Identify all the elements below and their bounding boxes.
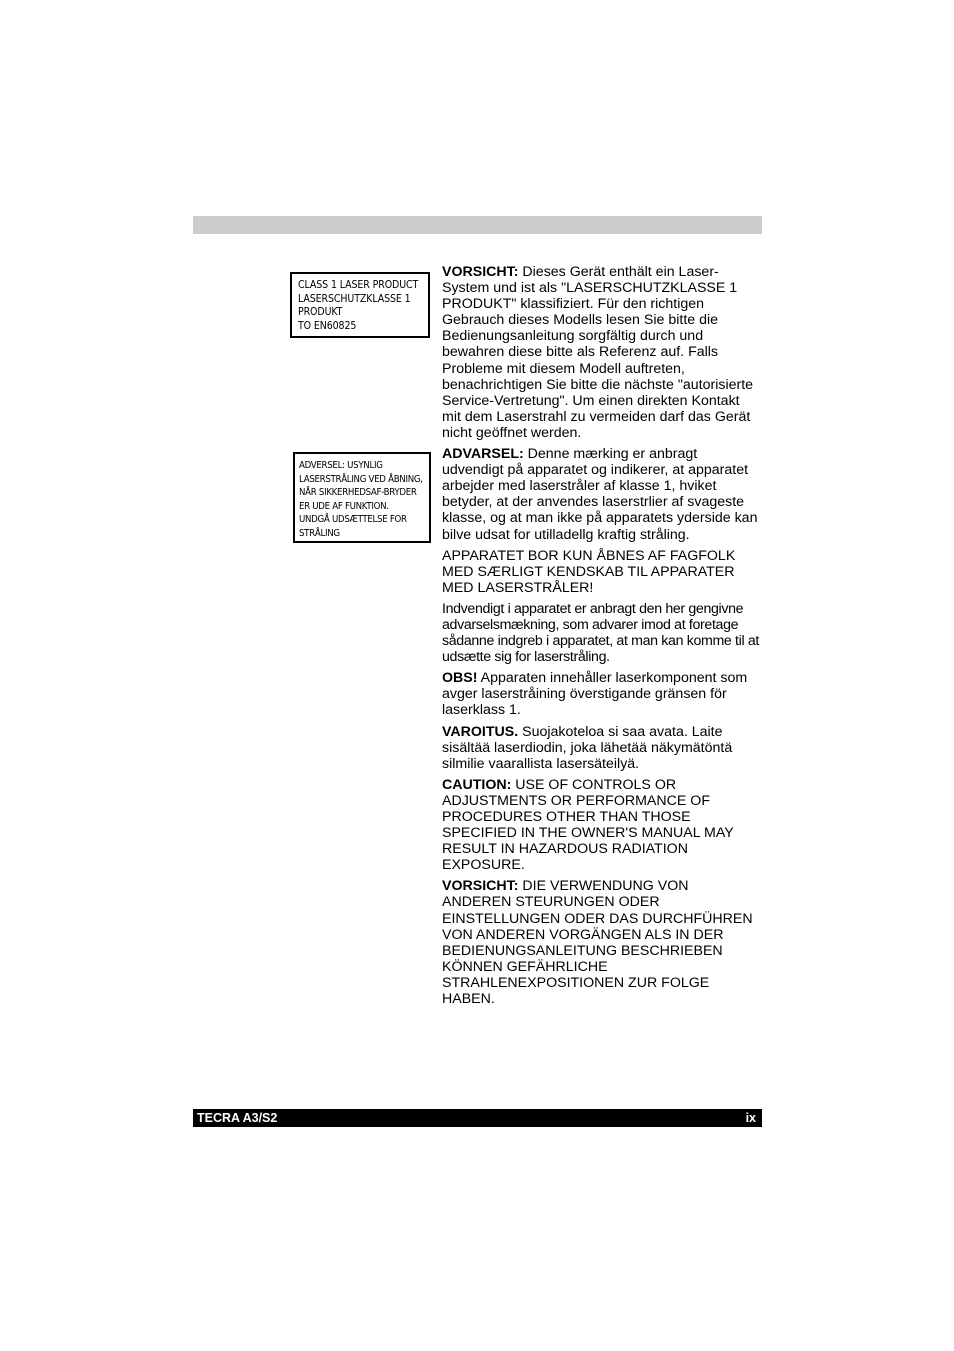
paragraph-vorsicht-laser <box>442 264 760 441</box>
paragraph-lead: OBS! <box>442 670 478 687</box>
paragraph-lead: VORSICHT: <box>442 878 519 895</box>
paragraph-advarsel <box>442 446 760 543</box>
paragraph-text: USE OF CONTROLS OR ADJUSTMENTS OR PERFORMANCE OF PROCEDURES OTHER THAN THOSE SPECIFIED IN THE OWNER'S MANUAL MAY RESULT IN HAZARDOUS RADIATION EXPOSURE. <box>442 776 734 874</box>
danish-warning-label <box>293 452 431 543</box>
paragraph-vorsicht-controls <box>442 878 760 1007</box>
paragraph-indvendigt <box>442 601 760 665</box>
label-line: TO EN60825 <box>298 319 357 332</box>
paragraph-caution <box>442 777 760 874</box>
label-line: LASERSCHUTZKLASSE 1 <box>298 292 411 305</box>
paragraph-lead: ADVARSEL: <box>442 446 524 463</box>
label-line: CLASS 1 LASER PRODUCT <box>298 279 419 291</box>
footer-model-name: TECRA A3/S2 <box>197 1111 278 1125</box>
paragraph-apparatet <box>442 548 760 596</box>
footer-bar <box>193 1109 762 1127</box>
paragraph-text: Dieses Gerät enthält ein Laser-System und ist als "LASERSCHUTZKLASSE 1 PRODUKT" klassifiziert. Für den richtigen Gebrauch dieses Modells lesen Sie bitte die Bedienungsanleitung sorgfältig durch und bewahren diese bitte als Referenz auf. Falls Probleme mit diesem Modell auftreten, benachrichtigen Sie bitte die nächste "autorisierte Service-Vertretung". Um einen direkten Kontakt mit dem Laserstrahl zu vermeiden darf das Gerät nicht geöffnet werden. <box>442 264 754 441</box>
paragraph-lead: VORSICHT: <box>442 264 519 280</box>
footer-page-number: ix <box>745 1111 756 1125</box>
paragraph-lead: CAUTION: <box>442 776 512 793</box>
label-line: LASERSTRÅLING VED ÅBNING, <box>299 473 423 485</box>
paragraph-lead: VAROITUS. <box>442 723 519 740</box>
paragraph-text: Indvendigt i apparatet er anbragt den her gengivne advarselsmækning, som advarer imod at foretage sådanne indgreb i apparatet, at man kan komme til at udsætte sig for laserstråling. <box>442 600 759 666</box>
label-line: UNDGÅ UDSÆTTELSE FOR <box>299 514 407 525</box>
paragraph-text: Denne mærking er anbragt udvendigt på apparatet og indikerer, at apparatet arbejder med laserstråler af klasse 1, hviket betyder, at der anvendes laserstrlier af svageste klasse, og at man ikke på apparatets yderside kan bilve udsat for utilladellg kraftig stråling. <box>442 446 758 543</box>
label-line: ADVERSEL: USYNLIG <box>299 460 383 471</box>
label-line: ER UDE AF FUNKTION. <box>299 500 389 512</box>
paragraph-varoitus <box>442 724 760 772</box>
laser-product-label <box>290 272 430 338</box>
paragraph-obs <box>442 670 760 718</box>
header-bar <box>193 216 762 234</box>
warning-text-column <box>442 264 760 1012</box>
label-line: NÅR SIKKERHEDSAF-BRYDER <box>299 487 417 498</box>
paragraph-text: DIE VERWENDUNG VON ANDEREN STEURUNGEN ODER EINSTELLUNGEN ODER DAS DURCHFÜHREN VON ANDEREN VORGÄNGEN ALS IN DER BEDIENUNGSANLEITUNG BESCHRIEBEN KÖNNEN GEFÄHRLICHE STRAHLENEXPOSITIONEN ZUR FOLGE HABEN. <box>442 878 753 1008</box>
paragraph-text: Suojakoteloa si saa avata. Laite sisältää laserdiodin, joka lähetää näkymätöntä silmilie vaarallista lasersäteilyä. <box>442 723 733 772</box>
label-line: STRÅLING <box>299 527 340 539</box>
label-line: PRODUKT <box>298 306 343 319</box>
paragraph-text: Apparaten innehåller laserkomponent som avger laserstråining överstigande gränsen för laserklass 1. <box>442 670 748 719</box>
paragraph-text: APPARATET BOR KUN ÅBNES AF FAGFOLK MED SÆRLIGT KENDSKAB TIL APPARATER MED LASERSTRÅLER! <box>442 547 736 596</box>
